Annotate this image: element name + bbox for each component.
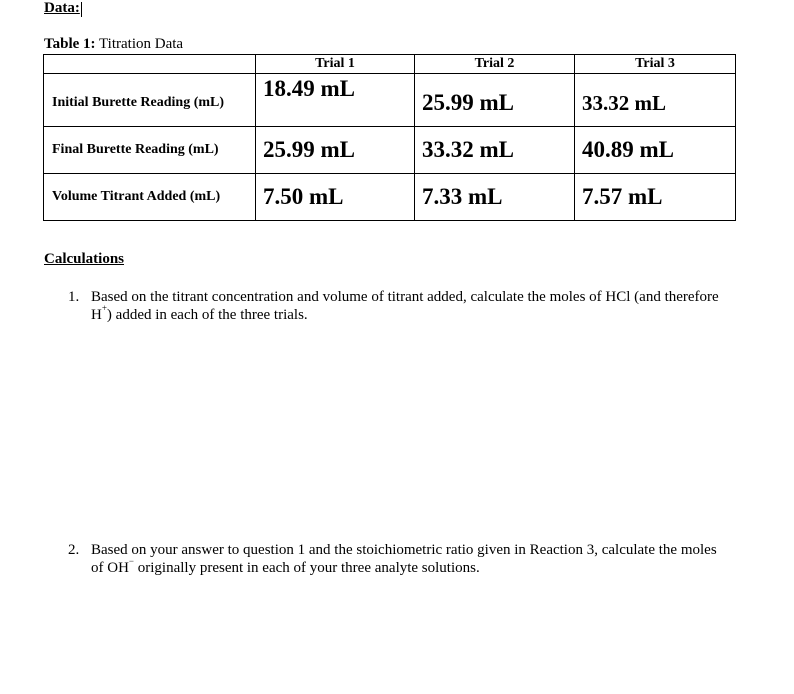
data-heading: Data: <box>44 0 80 16</box>
question-2-line-1: Based on your answer to question 1 and the stoichiometric ratio given in Reaction 3, calculate the moles <box>91 542 717 558</box>
table-caption <box>44 36 183 53</box>
question-1-line-1: Based on the titrant concentration and volume of titrant added, calculate the moles of HCl (and therefore <box>91 289 719 305</box>
table-row <box>44 174 736 221</box>
question-2-hydroxide: of OH <box>91 560 129 576</box>
question-2-text <box>91 541 756 577</box>
question-2-line-2 <box>91 556 756 577</box>
question-1-text <box>91 288 756 324</box>
question-1-number: 1. <box>68 289 80 305</box>
cell-volume-trial-2: 7.33 mL <box>415 174 575 221</box>
table-row <box>44 127 736 174</box>
question-2-charge: − <box>128 556 134 566</box>
calculations-heading: Calculations <box>44 251 125 267</box>
cell-initial-trial-3: 33.32 mL <box>575 74 736 127</box>
header-trial-2: Trial 2 <box>415 55 575 74</box>
question-2-number: 2. <box>68 542 80 558</box>
header-blank-cell <box>44 55 256 74</box>
cell-initial-trial-2: 25.99 mL <box>415 74 575 127</box>
cell-volume-trial-3: 7.57 mL <box>575 174 736 221</box>
table-caption-title: Titration Data <box>99 36 184 52</box>
row-label-final: Final Burette Reading (mL) <box>44 127 256 174</box>
cell-final-trial-3: 40.89 mL <box>575 127 736 174</box>
table-row <box>44 74 736 127</box>
question-2-line-2-rest: originally present in each of your three analyte solutions. <box>134 560 480 576</box>
cell-final-trial-2: 33.32 mL <box>415 127 575 174</box>
cell-initial-trial-1: 18.49 mL <box>256 74 415 127</box>
question-1-charge: + <box>101 303 107 313</box>
cell-final-trial-1: 25.99 mL <box>256 127 415 174</box>
row-label-initial: Initial Burette Reading (mL) <box>44 74 256 127</box>
text-cursor <box>81 2 82 17</box>
titration-data-table <box>43 54 736 221</box>
header-trial-1: Trial 1 <box>256 55 415 74</box>
table-caption-prefix: Table 1: <box>44 36 96 52</box>
question-1-line-2-rest: ) added in each of the three trials. <box>106 307 308 323</box>
table-header-row <box>44 55 736 74</box>
question-1-hydrogen: H <box>91 307 102 323</box>
cell-volume-trial-1: 7.50 mL <box>256 174 415 221</box>
question-1-line-2 <box>91 303 756 324</box>
row-label-volume: Volume Titrant Added (mL) <box>44 174 256 221</box>
header-trial-3: Trial 3 <box>575 55 736 74</box>
